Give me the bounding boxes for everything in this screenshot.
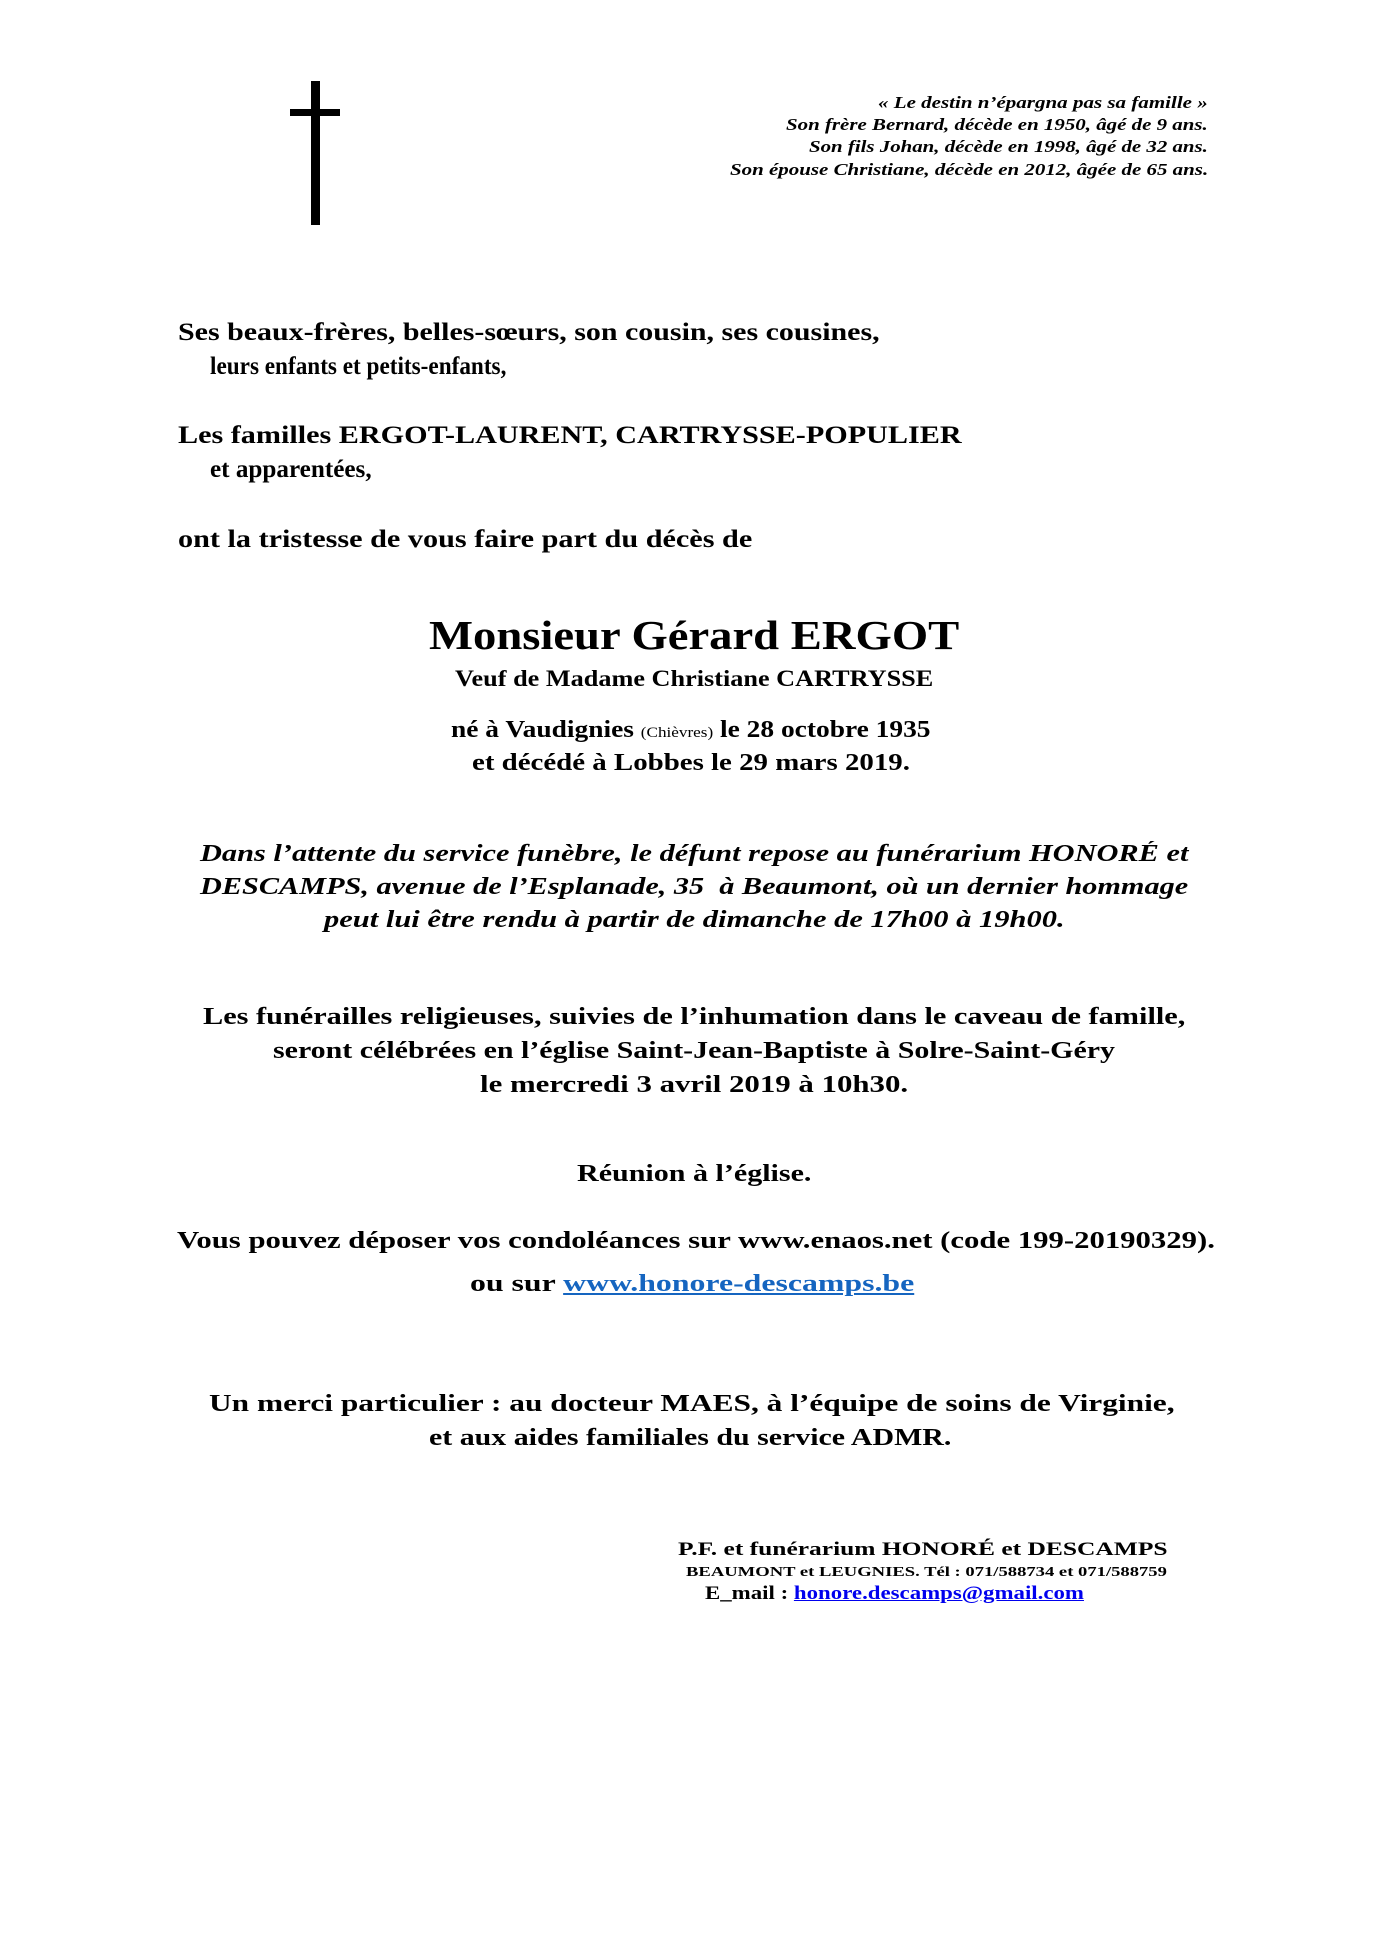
epigraph-quote: « Le destin n’épargna pas sa famille » bbox=[878, 93, 1208, 112]
funeral-home-website-link[interactable]: www.honore-descamps.be bbox=[563, 1271, 915, 1297]
epigraph-line: Son épouse Christiane, décède en 2012, âgée de 65 ans. bbox=[730, 160, 1209, 179]
birth-date: le 28 octobre 1935 bbox=[713, 717, 931, 743]
deceased-birth bbox=[451, 718, 931, 742]
condolences-line: Vous pouvez déposer vos condoléances sur www.enaos.net (code 199-20190329). bbox=[177, 1228, 1215, 1254]
visitation-line: DESCAMPS, avenue de l’Esplanade, 35 à Beaumont, où un dernier hommage bbox=[200, 874, 1189, 900]
cross-vertical-bar bbox=[311, 81, 320, 225]
email-link[interactable]: honore.descamps@gmail.com bbox=[793, 1583, 1084, 1604]
visitation-line: Dans l’attente du service funèbre, le défunt repose au funérarium HONORÉ et bbox=[200, 841, 1189, 867]
birth-text: né à Vaudignies bbox=[451, 717, 641, 743]
funeral-home-name: P.F. et funérarium HONORÉ et DESCAMPS bbox=[678, 1539, 1168, 1560]
funeral-home-email-line bbox=[705, 1584, 1084, 1603]
condolences-link-line bbox=[470, 1272, 914, 1296]
email-label: E_mail : bbox=[705, 1583, 794, 1604]
thanks-line: Un merci particulier : au docteur MAES, à l’équipe de soins de Virginie, bbox=[209, 1391, 1175, 1417]
family-line-related: et apparentées, bbox=[210, 456, 372, 483]
condolences-or: ou sur bbox=[470, 1271, 564, 1297]
epigraph-line: Son fils Johan, décède en 1998, âgé de 32 ans. bbox=[809, 137, 1208, 156]
funeral-date: le mercredi 3 avril 2019 à 10h30. bbox=[480, 1072, 909, 1098]
epigraph-line: Son frère Bernard, décède en 1950, âgé de 9 ans. bbox=[786, 115, 1208, 134]
funeral-line: Les funérailles religieuses, suivies de l’inhumation dans le caveau de famille, bbox=[203, 1004, 1186, 1030]
funeral-home-address-phone: BEAUMONT et LEUGNIES. Tél : 071/588734 et 071/588759 bbox=[686, 1565, 1167, 1580]
cross-horizontal-bar bbox=[290, 109, 340, 116]
visitation-line: peut lui être rendu à partir de dimanche de 17h00 à 19h00. bbox=[323, 907, 1065, 933]
birth-place-note: (Chièvres) bbox=[640, 725, 714, 741]
family-line-children: leurs enfants et petits-enfants, bbox=[210, 353, 507, 380]
deceased-name: Monsieur Gérard ERGOT bbox=[429, 612, 960, 658]
deceased-widower: Veuf de Madame Christiane CARTRYSSE bbox=[455, 666, 934, 691]
meeting-place: Réunion à l’église. bbox=[577, 1161, 812, 1187]
family-line-in-laws: Ses beaux-frères, belles-sœurs, son cousin, ses cousines, bbox=[178, 319, 880, 346]
thanks-line: et aux aides familiales du service ADMR. bbox=[429, 1425, 952, 1451]
family-line-families: Les familles ERGOT-LAURENT, CARTRYSSE-POPULIER bbox=[178, 422, 962, 449]
funeral-line: seront célébrées en l’église Saint-Jean-Baptiste à Solre-Saint-Géry bbox=[273, 1038, 1115, 1064]
deceased-death: et décédé à Lobbes le 29 mars 2019. bbox=[472, 750, 910, 776]
announcement-line: ont la tristesse de vous faire part du décès de bbox=[178, 526, 753, 553]
